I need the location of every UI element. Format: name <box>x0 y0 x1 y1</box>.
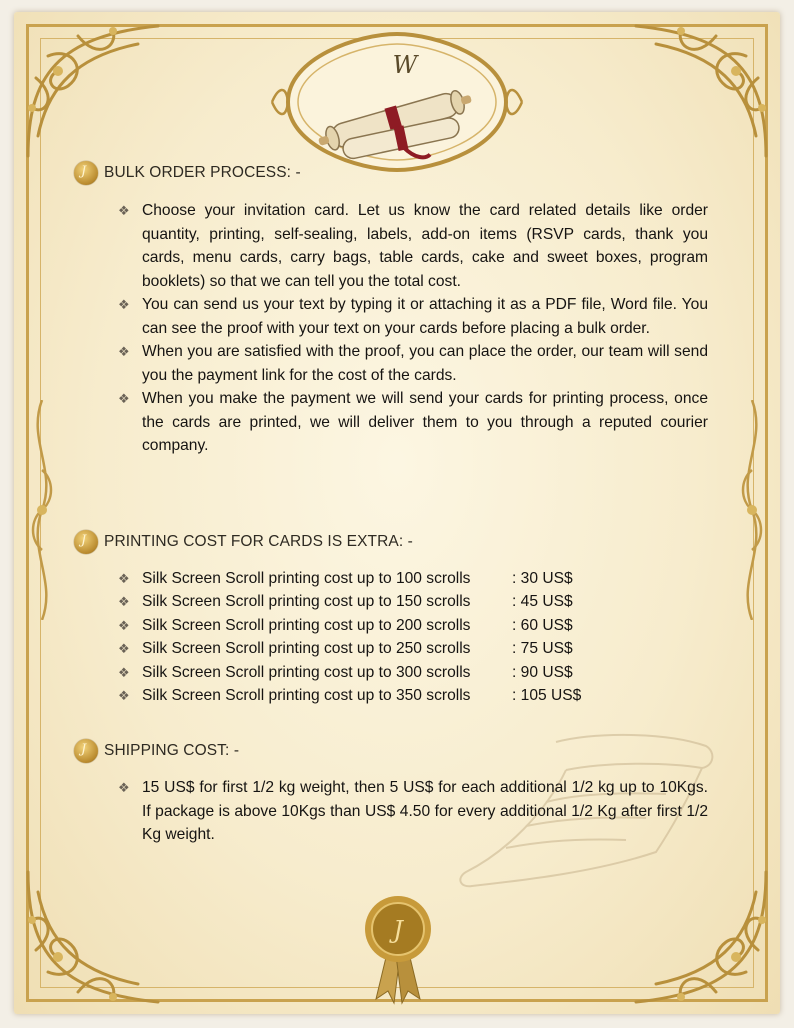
printing-cost-list <box>118 567 638 707</box>
medal-icon <box>74 739 98 763</box>
diamond-bullet-icon: ❖ <box>118 780 130 795</box>
shipping-cost-list <box>118 776 708 847</box>
scroll-crest-emblem <box>268 28 526 176</box>
diamond-bullet-icon: ❖ <box>118 687 130 703</box>
corner-ornament-icon <box>18 16 168 166</box>
section-heading-bulk <box>74 160 301 186</box>
section-title: PRINTING COST FOR CARDS IS EXTRA: - <box>104 533 413 550</box>
list-item: ❖ When you are satisfied with the proof, you can place the order, our team will send you the payment link for the cost of the cards. <box>118 340 708 387</box>
corner-ornament-icon <box>18 862 168 1012</box>
section-heading-printing <box>74 529 413 555</box>
side-ornament-icon <box>22 400 62 620</box>
price-row: ❖ Silk Screen Scroll printing cost up to 100 scrolls : 30 US$ <box>118 567 638 590</box>
price-value: : 30 US$ <box>512 570 573 587</box>
corner-ornament-icon <box>626 16 776 166</box>
diamond-bullet-icon: ❖ <box>118 594 130 610</box>
diamond-bullet-icon: ❖ <box>118 641 130 657</box>
price-value: : 90 US$ <box>512 663 573 681</box>
section-heading-shipping <box>74 738 239 764</box>
wax-seal-icon <box>362 893 434 1005</box>
side-ornament-icon <box>732 400 772 620</box>
section-title: BULK ORDER PROCESS: - <box>104 164 301 181</box>
diamond-bullet-icon: ❖ <box>118 391 130 406</box>
diamond-bullet-icon: ❖ <box>118 297 130 312</box>
price-value: : 45 US$ <box>512 593 573 611</box>
price-row: ❖ Silk Screen Scroll printing cost up to 150 scrolls : 45 US$ <box>118 590 638 613</box>
crest-monogram: W <box>392 51 418 79</box>
diamond-bullet-icon: ❖ <box>118 344 130 359</box>
diamond-bullet-icon: ❖ <box>118 203 130 218</box>
price-value: : 60 US$ <box>512 616 573 634</box>
price-row: ❖ Silk Screen Scroll printing cost up to 300 scrolls : 90 US$ <box>118 661 638 684</box>
price-row: ❖ Silk Screen Scroll printing cost up to 250 scrolls : 75 US$ <box>118 637 638 660</box>
list-item: ❖ You can send us your text by typing it or attaching it as a PDF file, Word file. You can see the proof with your text on your cards before placing a bulk order. <box>118 293 708 340</box>
seal-monogram: J <box>393 916 403 944</box>
medal-icon <box>74 161 98 185</box>
list-item: ❖ Choose your invitation card. Let us know the card related details like order quantity, printing, self-sealing, labels, add-on items (RSVP cards, thank you cards, menu cards, carry bags, table cards, cake and sweet boxes, program booklets) so that we can tell you the total cost. <box>118 199 708 293</box>
list-item: ❖ 15 US$ for first 1/2 kg weight, then 5 US$ for each additional 1/2 kg up to 10Kgs. If package is above 10Kgs than US$ 4.50 for every additional 1/2 Kg after first 1/2 Kg weight. <box>118 776 708 847</box>
price-row: ❖ Silk Screen Scroll printing cost up to 350 scrolls : 105 US$ <box>118 684 638 707</box>
bulk-order-list <box>118 199 708 458</box>
price-value: : 75 US$ <box>512 640 573 658</box>
list-item: ❖ When you make the payment we will send your cards for printing process, once the cards are printed, we will deliver them to you through a reputed courier company. <box>118 387 708 458</box>
diamond-bullet-icon: ❖ <box>118 664 130 680</box>
diamond-bullet-icon: ❖ <box>118 571 130 586</box>
price-value: : 105 US$ <box>512 686 582 704</box>
section-title: SHIPPING COST: - <box>104 742 240 759</box>
diamond-bullet-icon: ❖ <box>118 617 130 633</box>
medal-icon <box>74 530 98 554</box>
price-row: ❖ Silk Screen Scroll printing cost up to 200 scrolls : 60 US$ <box>118 614 638 637</box>
